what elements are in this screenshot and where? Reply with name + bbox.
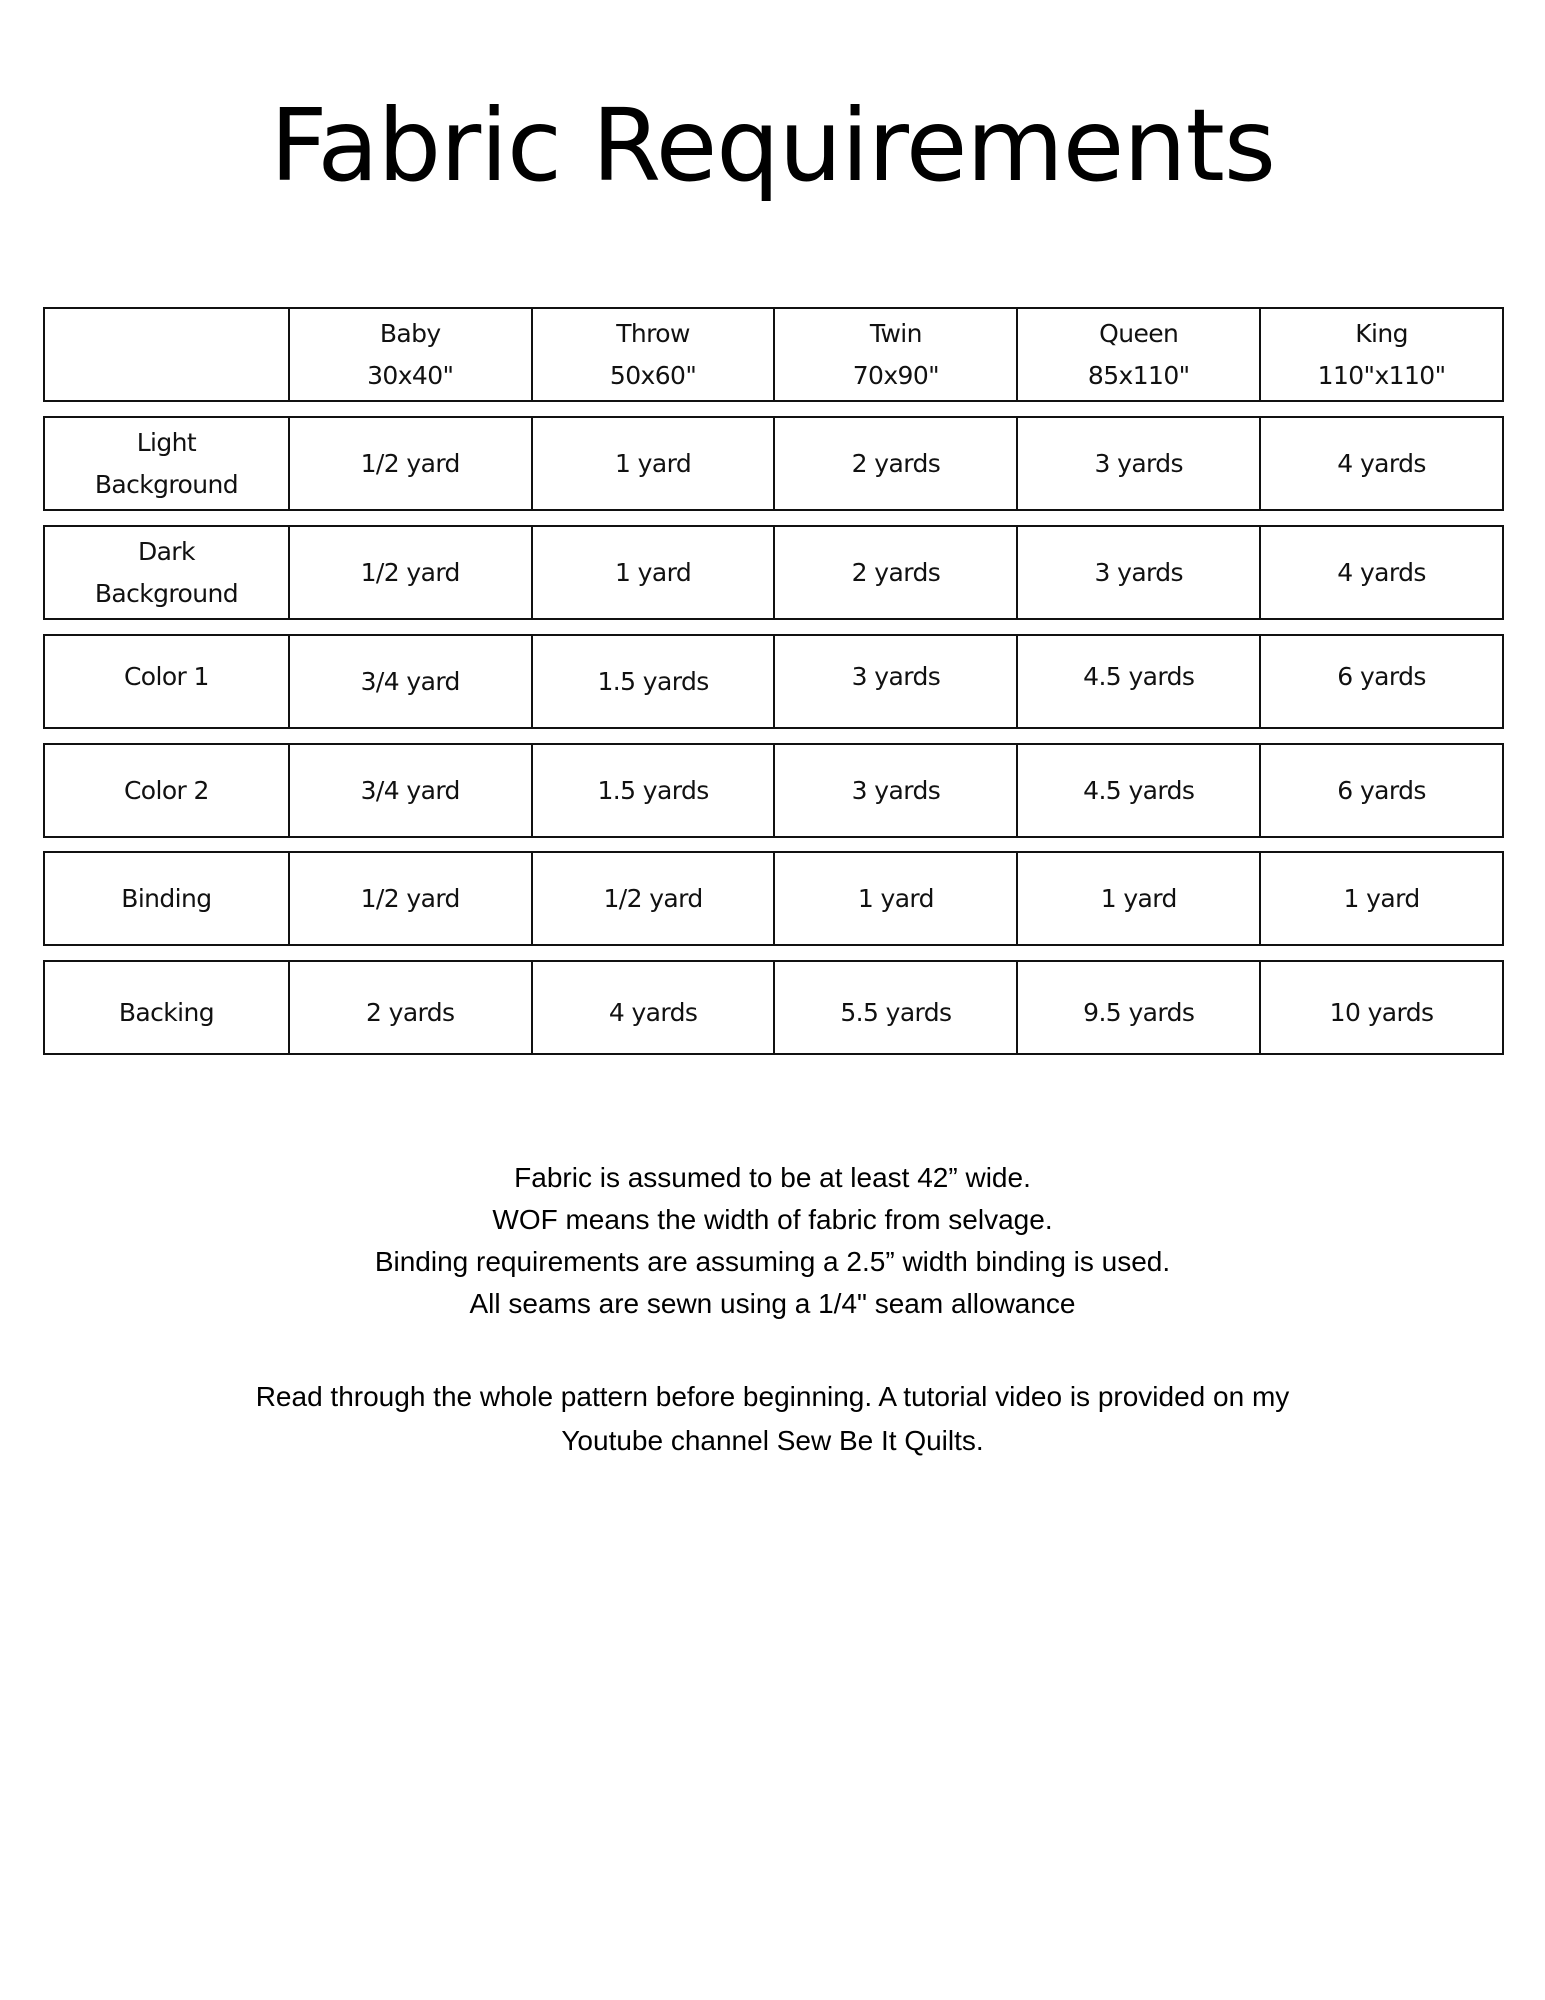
table-row-dark-background — [43, 525, 1504, 620]
size-name: Baby — [379, 318, 441, 348]
value-text: 1 yard — [1100, 883, 1177, 913]
value-cell-king — [1259, 418, 1502, 509]
header-cell-king — [1259, 309, 1502, 400]
row-label-line1: Color 1 — [123, 661, 209, 691]
value-cell-queen — [1016, 636, 1259, 727]
value-cell-king — [1259, 962, 1502, 1053]
value-cell-baby — [288, 962, 531, 1053]
note-line: All seams are sewn using a 1/4" seam allowance — [469, 1288, 1076, 1319]
value-cell-baby — [288, 418, 531, 509]
value-cell-queen — [1016, 418, 1259, 509]
note-line: WOF means the width of fabric from selvage. — [492, 1204, 1053, 1235]
size-name: Twin — [869, 318, 922, 348]
note-line: Fabric is assumed to be at least 42” wide. — [514, 1162, 1031, 1193]
value-cell-throw — [531, 745, 774, 836]
table-row-color-1 — [43, 634, 1504, 729]
value-text: 3 yards — [1094, 557, 1183, 587]
pattern-instructions-note — [0, 1375, 1545, 1463]
value-text: 2 yards — [851, 448, 941, 478]
row-label-line1: Color 2 — [123, 775, 209, 805]
value-cell-twin — [773, 636, 1016, 727]
row-label-cell — [45, 636, 288, 727]
value-cell-throw — [531, 418, 774, 509]
value-text: 1 yard — [615, 557, 692, 587]
value-text: 2 yards — [851, 557, 941, 587]
instruction-line: Youtube channel Sew Be It Quilts. — [561, 1425, 984, 1456]
value-text: 4 yards — [608, 997, 698, 1027]
value-cell-twin — [773, 745, 1016, 836]
size-dimensions: 110"x110" — [1317, 360, 1446, 390]
header-cell-queen — [1016, 309, 1259, 400]
value-text: 1/2 yard — [360, 557, 460, 587]
size-name: King — [1355, 318, 1408, 348]
value-text: 10 yards — [1329, 997, 1434, 1027]
value-cell-throw — [531, 962, 774, 1053]
value-text: 3/4 yard — [360, 666, 460, 696]
value-cell-king — [1259, 527, 1502, 618]
row-label-cell — [45, 418, 288, 509]
value-cell-throw — [531, 636, 774, 727]
value-text: 4.5 yards — [1083, 661, 1195, 691]
value-cell-king — [1259, 853, 1502, 944]
row-label-line1: Dark — [137, 536, 195, 566]
value-cell-twin — [773, 418, 1016, 509]
row-label-cell — [45, 962, 288, 1053]
value-cell-queen — [1016, 962, 1259, 1053]
value-text: 1.5 yards — [597, 666, 709, 696]
value-cell-throw — [531, 853, 774, 944]
value-text: 1/2 yard — [360, 448, 460, 478]
value-text: 3 yards — [1094, 448, 1183, 478]
value-cell-baby — [288, 853, 531, 944]
size-dimensions: 70x90" — [852, 360, 940, 390]
row-label-line1: Light — [136, 427, 197, 457]
row-label-line2: Background — [94, 469, 238, 499]
value-text: 6 yards — [1337, 661, 1426, 691]
size-dimensions: 50x60" — [609, 360, 697, 390]
value-cell-king — [1259, 636, 1502, 727]
row-label-line1: Binding — [121, 883, 212, 913]
page-title: Fabric Requirements — [270, 87, 1275, 204]
value-cell-baby — [288, 745, 531, 836]
row-label-cell — [45, 853, 288, 944]
value-text: 1/2 yard — [360, 883, 460, 913]
value-cell-twin — [773, 527, 1016, 618]
value-text: 3 yards — [851, 661, 941, 691]
value-text: 1/2 yard — [603, 883, 703, 913]
value-text: 6 yards — [1337, 775, 1426, 805]
value-text: 9.5 yards — [1083, 997, 1195, 1027]
fabric-notes — [0, 1157, 1545, 1325]
instruction-line: Read through the whole pattern before beginning. A tutorial video is provided on my — [255, 1381, 1290, 1412]
value-cell-twin — [773, 962, 1016, 1053]
row-label-cell — [45, 745, 288, 836]
value-text: 1 yard — [1343, 883, 1420, 913]
table-header-row — [43, 307, 1504, 402]
table-row-backing — [43, 960, 1504, 1055]
header-cell-baby — [288, 309, 531, 400]
size-dimensions: 85x110" — [1087, 360, 1190, 390]
value-text: 3/4 yard — [360, 775, 460, 805]
value-text: 4 yards — [1337, 448, 1426, 478]
table-row-light-background — [43, 416, 1504, 511]
value-text: 1 yard — [857, 883, 934, 913]
value-text: 4.5 yards — [1083, 775, 1195, 805]
value-text: 1.5 yards — [597, 775, 709, 805]
table-row-color-2 — [43, 743, 1504, 838]
header-corner-cell — [45, 309, 288, 400]
row-label-cell — [45, 527, 288, 618]
value-text: 3 yards — [851, 775, 941, 805]
header-cell-twin — [773, 309, 1016, 400]
row-label-line1: Backing — [118, 997, 214, 1027]
value-cell-throw — [531, 527, 774, 618]
value-text: 5.5 yards — [840, 997, 952, 1027]
value-text: 1 yard — [615, 448, 692, 478]
value-cell-king — [1259, 745, 1502, 836]
value-cell-baby — [288, 636, 531, 727]
row-label-line2: Background — [94, 578, 238, 608]
value-cell-queen — [1016, 853, 1259, 944]
size-name: Throw — [616, 318, 690, 348]
header-cell-throw — [531, 309, 774, 400]
note-line: Binding requirements are assuming a 2.5” width binding is used. — [374, 1246, 1171, 1277]
value-cell-twin — [773, 853, 1016, 944]
size-dimensions: 30x40" — [367, 360, 454, 390]
value-cell-queen — [1016, 527, 1259, 618]
value-text: 2 yards — [365, 997, 455, 1027]
table-row-binding — [43, 851, 1504, 946]
value-cell-baby — [288, 527, 531, 618]
value-text: 4 yards — [1337, 557, 1426, 587]
value-cell-queen — [1016, 745, 1259, 836]
size-name: Queen — [1099, 318, 1179, 348]
